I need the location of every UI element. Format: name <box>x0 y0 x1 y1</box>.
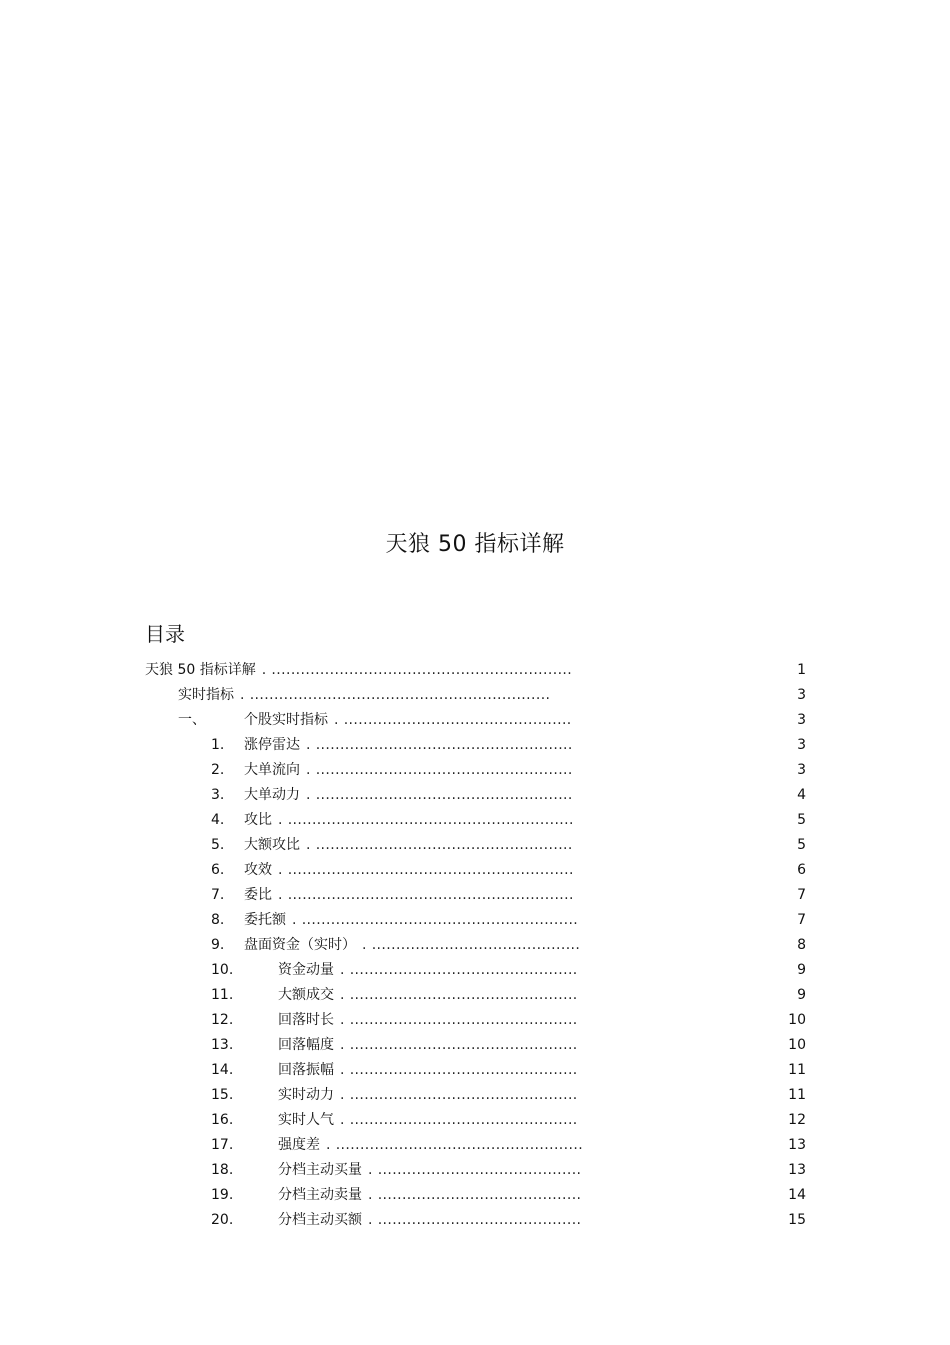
toc-entry-number: 4. <box>211 812 225 828</box>
toc-entry[interactable] <box>0 908 950 932</box>
toc-entry[interactable] <box>0 1083 950 1107</box>
toc-entry[interactable] <box>0 708 950 732</box>
toc-entry-label <box>278 1158 581 1182</box>
toc-entry[interactable] <box>0 833 950 857</box>
toc-entry-label <box>244 908 578 932</box>
toc-entry-page-number: 5 <box>797 812 806 828</box>
toc-dot-leader: . ............................................... <box>340 1062 578 1078</box>
document-title: 天狼 50 指标详解 <box>385 532 565 557</box>
toc-entry[interactable] <box>0 1108 950 1132</box>
toc-entry[interactable] <box>0 933 950 957</box>
toc-entry-label <box>278 958 578 982</box>
toc-dot-leader: . .......................................... <box>368 1187 582 1203</box>
toc-entry-label <box>244 708 572 732</box>
toc-entry[interactable] <box>0 1008 950 1032</box>
toc-entry-title: 分档主动买量 <box>278 1162 362 1178</box>
toc-dot-leader: . ..................................................... <box>306 787 573 803</box>
toc-entry-number: 12. <box>211 1012 234 1028</box>
toc-entry-number: 11. <box>211 987 234 1003</box>
toc-entry[interactable] <box>0 1058 950 1082</box>
toc-dot-leader: . .......................................... <box>368 1212 582 1228</box>
toc-dot-leader: . ......................................................... <box>292 912 579 928</box>
toc-entry-label <box>278 1208 581 1232</box>
toc-entry-label <box>244 733 573 757</box>
toc-entry-label <box>244 783 573 807</box>
toc-entry-label <box>244 808 574 832</box>
toc-entry-page-number: 3 <box>797 687 806 703</box>
toc-entry[interactable] <box>0 1183 950 1207</box>
toc-dot-leader: . ........................................................... <box>278 887 574 903</box>
toc-dot-leader: . ..................................................... <box>306 762 573 778</box>
toc-entry-page-number: 13 <box>788 1162 806 1178</box>
toc-entry-label <box>244 758 573 782</box>
toc-entry-label <box>278 1008 578 1032</box>
toc-entry-label <box>278 1108 578 1132</box>
toc-entry-number: 1. <box>211 737 225 753</box>
toc-entry-title: 强度差 <box>278 1137 320 1153</box>
toc-entry-page-number: 8 <box>797 937 806 953</box>
toc-entry-title: 分档主动买额 <box>278 1212 362 1228</box>
toc-entry-page-number: 9 <box>797 962 806 978</box>
toc-entry[interactable] <box>0 883 950 907</box>
toc-entry[interactable] <box>0 683 950 707</box>
toc-entry-title: 回落时长 <box>278 1012 334 1028</box>
toc-entry-page-number: 12 <box>788 1112 806 1128</box>
toc-entry-number: 3. <box>211 787 225 803</box>
toc-entry-title: 回落幅度 <box>278 1037 334 1053</box>
toc-entry-label <box>244 833 573 857</box>
toc-entry-title: 大单流向 <box>244 762 300 778</box>
toc-entry-number: 10. <box>211 962 234 978</box>
toc-entry-page-number: 10 <box>788 1012 806 1028</box>
toc-dot-leader: . ............................................... <box>340 987 578 1003</box>
toc-entry-title: 回落振幅 <box>278 1062 334 1078</box>
toc-dot-leader: . ........................................................... <box>278 812 574 828</box>
toc-entry-page-number: 7 <box>797 887 806 903</box>
toc-entry[interactable] <box>0 983 950 1007</box>
toc-entry-number: 5. <box>211 837 225 853</box>
toc-entry-title: 委托额 <box>244 912 286 928</box>
toc-entry-label <box>244 883 574 907</box>
toc-entry-page-number: 14 <box>788 1187 806 1203</box>
toc-entry-number: 16. <box>211 1112 234 1128</box>
toc-entry-number: 6. <box>211 862 225 878</box>
toc-entry-number: 8. <box>211 912 225 928</box>
toc-entry-number: 20. <box>211 1212 234 1228</box>
toc-dot-leader: . ............................................... <box>334 712 572 728</box>
toc-entry-label <box>244 933 580 957</box>
toc-entry[interactable] <box>0 808 950 832</box>
toc-entry[interactable] <box>0 1208 950 1232</box>
toc-dot-leader: . .............................................................. <box>261 662 573 678</box>
toc-entry-page-number: 3 <box>797 737 806 753</box>
toc-entry-title: 实时指标 <box>178 687 234 703</box>
toc-entry[interactable] <box>0 1133 950 1157</box>
toc-entry-label <box>278 1058 578 1082</box>
toc-entry-page-number: 7 <box>797 912 806 928</box>
toc-entry-label <box>145 658 572 682</box>
toc-entry-number: 2. <box>211 762 225 778</box>
toc-entry-label <box>278 1133 583 1157</box>
toc-entry[interactable] <box>0 858 950 882</box>
toc-entry-number: 7. <box>211 887 225 903</box>
toc-entry-title: 涨停雷达 <box>244 737 300 753</box>
toc-entry-page-number: 6 <box>797 862 806 878</box>
toc-entry-number: 18. <box>211 1162 234 1178</box>
toc-heading: 目录 <box>145 622 185 646</box>
toc-entry-title: 委比 <box>244 887 272 903</box>
toc-entry-page-number: 5 <box>797 837 806 853</box>
toc-entry-number: 13. <box>211 1037 234 1053</box>
toc-entry-label <box>178 683 550 707</box>
toc-entry-title: 大额攻比 <box>244 837 300 853</box>
toc-entry-number: 17. <box>211 1137 234 1153</box>
toc-entry[interactable] <box>0 783 950 807</box>
toc-entry-page-number: 3 <box>797 712 806 728</box>
toc-entry-page-number: 13 <box>788 1137 806 1153</box>
toc-entry-title: 盘面资金（实时） <box>244 937 356 953</box>
toc-dot-leader: . ........................................... <box>362 937 581 953</box>
toc-entry-label <box>278 1083 578 1107</box>
toc-dot-leader: . ..................................................... <box>306 837 573 853</box>
toc-entry[interactable] <box>0 958 950 982</box>
toc-entry-title: 攻效 <box>244 862 272 878</box>
toc-entry-number: 14. <box>211 1062 234 1078</box>
toc-entry-title: 实时人气 <box>278 1112 334 1128</box>
toc-entry-page-number: 11 <box>788 1087 806 1103</box>
toc-entry-label <box>278 1183 581 1207</box>
toc-dot-leader: . ............................................... <box>340 1037 578 1053</box>
toc-dot-leader: . ........................................................... <box>278 862 574 878</box>
toc-entry-number: 9. <box>211 937 225 953</box>
toc-entry-number: 一、 <box>178 712 206 728</box>
toc-entry-title: 天狼 50 指标详解 <box>145 662 256 678</box>
toc-dot-leader: . ............................................... <box>340 1087 578 1103</box>
toc-dot-leader: . ............................................... <box>340 1112 578 1128</box>
toc-dot-leader: . ................................................... <box>326 1137 584 1153</box>
toc-entry-number: 15. <box>211 1087 234 1103</box>
toc-dot-leader: . ............................................... <box>340 962 578 978</box>
toc-entry-title: 资金动量 <box>278 962 334 978</box>
toc-dot-leader: . ............................................... <box>340 1012 578 1028</box>
toc-entry-label <box>278 1033 578 1057</box>
toc-entry[interactable] <box>0 1158 950 1182</box>
toc-entry[interactable] <box>0 733 950 757</box>
toc-entry-page-number: 1 <box>797 662 806 678</box>
toc-entry[interactable] <box>0 758 950 782</box>
toc-entry-page-number: 3 <box>797 762 806 778</box>
toc-entry[interactable] <box>0 658 950 682</box>
toc-entry-title: 实时动力 <box>278 1087 334 1103</box>
toc-entry-page-number: 4 <box>797 787 806 803</box>
toc-entry-title: 个股实时指标 <box>244 712 328 728</box>
toc-dot-leader: . ..................................................... <box>306 737 573 753</box>
toc-dot-leader: . .......................................... <box>368 1162 582 1178</box>
toc-entry-page-number: 11 <box>788 1062 806 1078</box>
toc-entry-label <box>244 858 574 882</box>
toc-entry-page-number: 10 <box>788 1037 806 1053</box>
toc-entry-title: 大单动力 <box>244 787 300 803</box>
toc-entry-title: 攻比 <box>244 812 272 828</box>
toc-dot-leader: . .............................................................. <box>240 687 551 703</box>
toc-entry[interactable] <box>0 1033 950 1057</box>
toc-entry-title: 分档主动卖量 <box>278 1187 362 1203</box>
toc-entry-page-number: 15 <box>788 1212 806 1228</box>
toc-entry-page-number: 9 <box>797 987 806 1003</box>
toc-entry-number: 19. <box>211 1187 234 1203</box>
toc-entry-label <box>278 983 578 1007</box>
toc-entry-title: 大额成交 <box>278 987 334 1003</box>
